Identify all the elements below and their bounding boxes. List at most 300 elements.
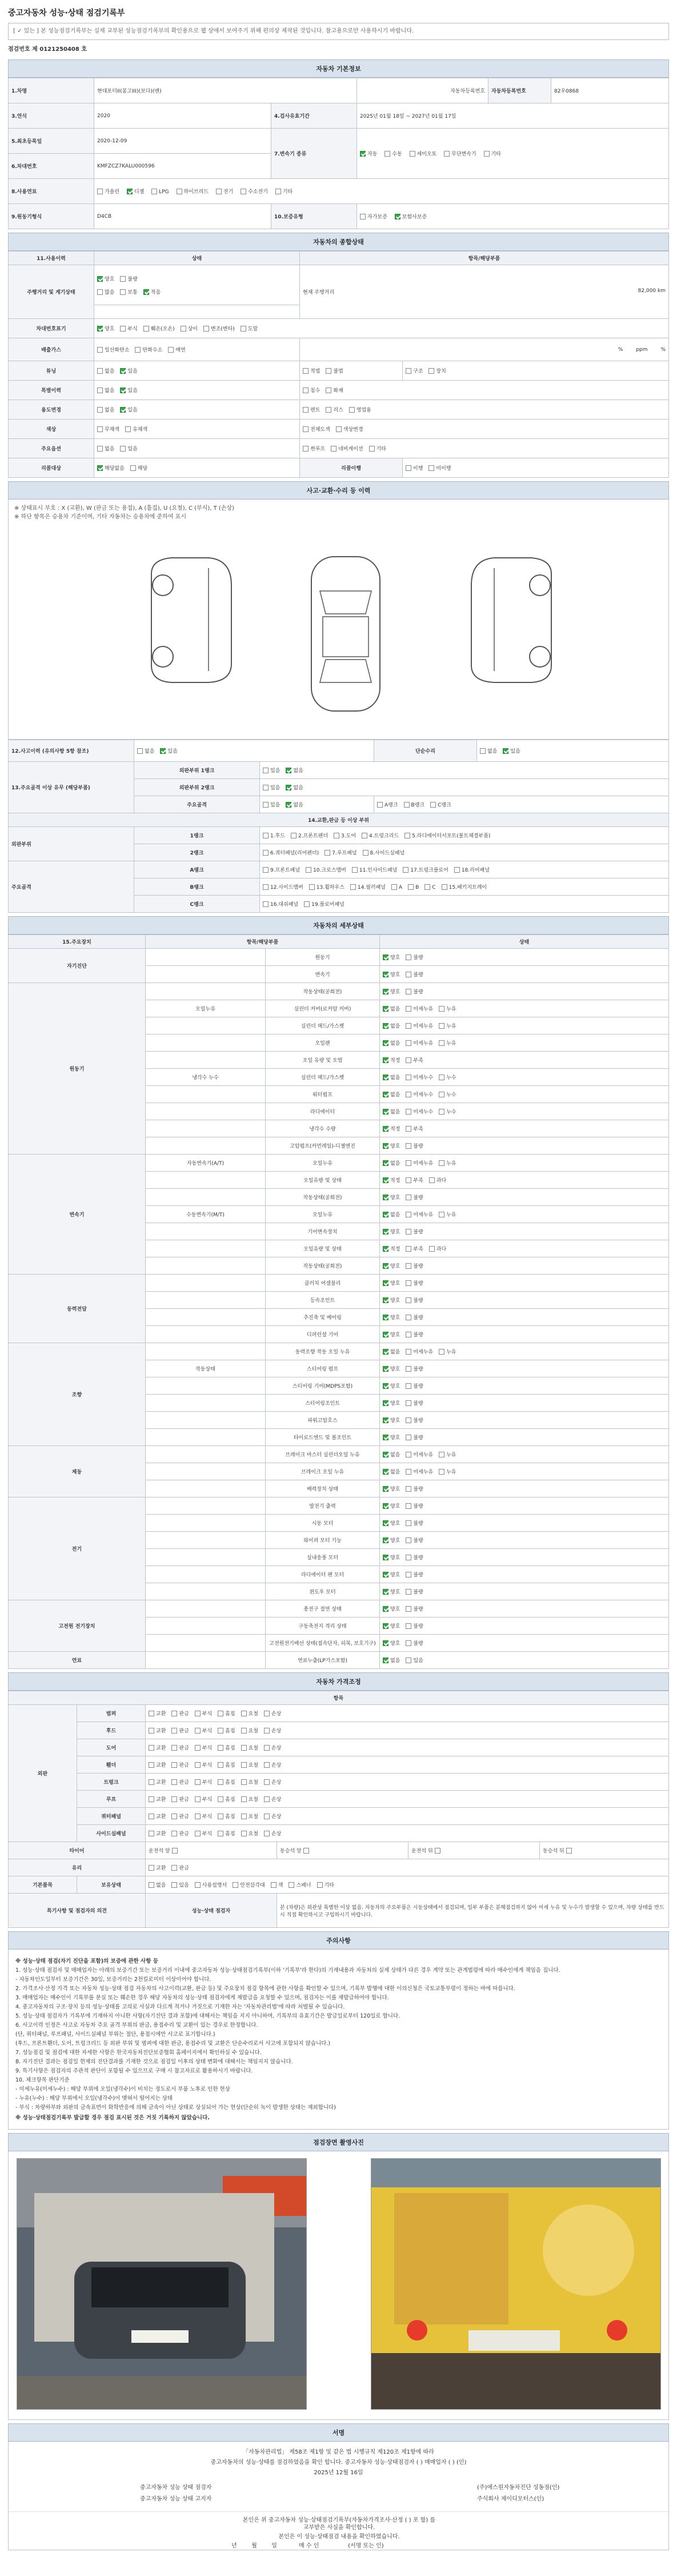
label-first-reg: 5.최초등록일	[9, 129, 94, 154]
detail-row: 스티어링 기어(MDPS포함) 양호 불량	[9, 1377, 669, 1395]
checkbox[interactable]	[218, 1796, 223, 1802]
checkbox[interactable]	[383, 1572, 388, 1577]
detail-group: 고전원 전기장치	[9, 1600, 146, 1652]
checkbox[interactable]	[195, 1779, 201, 1785]
checkbox[interactable]	[171, 1865, 177, 1871]
checkbox[interactable]	[383, 1143, 388, 1149]
checkbox[interactable]	[171, 1796, 177, 1802]
checkbox[interactable]	[424, 884, 430, 890]
checkbox[interactable]	[383, 1160, 388, 1166]
checkbox[interactable]	[406, 1057, 411, 1063]
checkbox[interactable]	[149, 1762, 154, 1768]
detail-row: 조향 동력조향 작동 오일 누유 없음 미세누유 누유	[9, 1343, 669, 1360]
checkbox[interactable]	[383, 1435, 388, 1440]
detail-row: 브레이크 오일 누유 없음 미세누유 누유	[9, 1463, 669, 1480]
checkbox[interactable]	[439, 1092, 444, 1097]
checkbox[interactable]	[406, 1040, 411, 1046]
section-sign: 서명	[8, 2423, 669, 2442]
detail-row: 작동상태 스티어링 펌프 양호 불량	[9, 1360, 669, 1377]
checkbox[interactable]	[149, 1831, 154, 1836]
label-warranty: 10.보증유형	[271, 204, 357, 229]
detail-row: 동력전달 클러치 어셈블리 양호 불량	[9, 1275, 669, 1292]
checkbox[interactable]	[309, 884, 315, 890]
checkbox[interactable]	[218, 1762, 223, 1768]
note-item: (후드, 프론트휀더, 도어, 트렁크리드 등 외판 부위 및 범퍼에 대한 판금, 용접수리 및 교환은 단순수리로서 사고에 포함되지 않습니다.)	[15, 2040, 331, 2047]
detail-row: 파워고압호스 양호 불량	[9, 1412, 669, 1429]
checkbox[interactable]	[171, 1745, 177, 1751]
checkbox[interactable]	[304, 901, 310, 907]
checkbox[interactable]	[406, 1075, 411, 1080]
checkbox[interactable]	[383, 1486, 388, 1492]
checkbox[interactable]	[383, 1417, 388, 1423]
checkbox[interactable]	[195, 1882, 201, 1888]
photo-area	[8, 2151, 669, 2420]
detail-group: 동력전달	[9, 1275, 146, 1343]
detail-row: 변속기 양호 불량	[9, 966, 669, 983]
checkbox[interactable]	[439, 1109, 444, 1115]
fuel-options: 가솔린 디젤 LPG 하이브리드 전기 수소전기 기타	[94, 179, 669, 204]
price-row: 도어 교환 판금 부식 흠집 요철 손상	[9, 1739, 669, 1756]
checkbox[interactable]	[383, 1537, 388, 1543]
checkbox[interactable]	[406, 1383, 411, 1389]
checkbox[interactable]	[264, 1814, 270, 1819]
checkbox[interactable]	[406, 1006, 411, 1012]
checkbox[interactable]	[383, 1400, 388, 1406]
checkbox[interactable]	[406, 1109, 411, 1115]
checkbox[interactable]	[383, 954, 388, 960]
checkbox[interactable]	[406, 1606, 411, 1612]
checkbox[interactable]	[439, 1160, 444, 1166]
checkbox[interactable]	[383, 1075, 388, 1080]
checkbox[interactable]	[383, 1126, 388, 1132]
checkbox[interactable]	[171, 1882, 177, 1888]
checkbox[interactable]	[362, 833, 367, 838]
detail-row: 윈도우 모터 양호 불량	[9, 1583, 669, 1600]
checkbox[interactable]	[383, 1177, 388, 1183]
checkbox[interactable]	[241, 1762, 247, 1768]
detail-row: 자기진단 원동기 양호 불량	[9, 949, 669, 966]
checkbox[interactable]	[149, 1779, 154, 1785]
label-transmission: 7.변속기 종류	[271, 129, 357, 179]
checkbox[interactable]	[289, 1882, 294, 1888]
checkbox[interactable]	[439, 1075, 444, 1080]
detail-row: 구동축전지 격리 상태 양호 불량	[9, 1618, 669, 1635]
checkbox[interactable]	[149, 1711, 154, 1716]
checkbox[interactable]	[435, 1848, 440, 1854]
note-item: 1. 성능·상태 점검자 및 매매업자는 아래의 보증기간 또는 보증거리 이내에 중고자동차 성능·상태점검기록부(이하 '기록부'라 한다)의 기재내용과 자동차의 실제 상태가 다른 경우 계약 또는 관계법령에 따라 매수인에게 책임을 집니다.	[15, 1967, 560, 1974]
detail-row: 작동상태(공회전) 양호 불량	[9, 1189, 669, 1206]
checkbox[interactable]	[383, 1263, 388, 1269]
checkbox[interactable]	[195, 1796, 201, 1802]
checkbox[interactable]	[406, 1520, 411, 1526]
checkbox[interactable]	[149, 1728, 154, 1734]
checkbox[interactable]	[406, 1280, 411, 1286]
detail-row: 워터펌프 없음 미세누수 누수	[9, 1086, 669, 1103]
checkbox[interactable]	[383, 1589, 388, 1595]
checkbox[interactable]	[383, 1212, 388, 1217]
detail-row: 오일유량 및 상태 적정 부족 과다	[9, 1172, 669, 1189]
detail-row: 냉각수 누수 실린더 헤드/가스켓 없음 미세누수 누수	[9, 1069, 669, 1086]
checkbox[interactable]	[454, 867, 460, 873]
checkbox[interactable]	[195, 1711, 201, 1716]
detail-group: 제동	[9, 1446, 146, 1497]
checkbox[interactable]	[241, 1831, 247, 1836]
rankA-items: 9.프론트패널 10.크로스멤버 11.인사이드패널 17.트렁크플로어 18.리어패널	[260, 861, 669, 878]
checkbox[interactable]	[271, 1882, 277, 1888]
checkbox[interactable]	[383, 1606, 388, 1612]
detail-row: 라디에이터 없음 미세누수 누수	[9, 1103, 669, 1120]
label-valid: 4.검사유효기간	[271, 103, 357, 129]
checkbox-semi[interactable]	[410, 151, 415, 157]
note-item: 7. 성능점검 및 점검에 대한 자세한 사항은 한국자동차진단보증협회 홈페이지에서 확인하실 수 있습니다.	[15, 2050, 262, 2056]
checkbox[interactable]	[442, 884, 447, 890]
checkbox[interactable]	[171, 1762, 177, 1768]
checkbox-cvt[interactable]	[444, 151, 450, 157]
checkbox[interactable]	[218, 1711, 223, 1716]
checkbox[interactable]	[383, 1658, 388, 1663]
checkbox[interactable]	[439, 1349, 444, 1355]
checkbox[interactable]	[303, 1848, 309, 1854]
checkbox[interactable]	[171, 1831, 177, 1836]
price-row: 사이드실패널 교환 판금 부식 흠집 요철 손상	[9, 1825, 669, 1842]
checkbox[interactable]	[406, 1589, 411, 1595]
checkbox[interactable]	[383, 1246, 388, 1252]
note-item: 9. 특기사항은 점검자의 주관적 판단이 포함될 수 있으므로 구매 시 참고자료로 활용하시기 바랍니다.	[15, 2068, 253, 2074]
checkbox[interactable]	[350, 884, 356, 890]
checkbox[interactable]	[406, 1452, 411, 1457]
detail-row: 수동변속기(M/T) 오일누유 없음 미세누유 누유	[9, 1206, 669, 1223]
notes-box: ※ 성능·상태 점검(자기 진단을 포함)의 보증에 관한 사항 등 1. 성능·상태 점검자 및 매매업자는 아래의 보증기간 또는 보증거리 이내에 중고자동차 성능·상태점검기록부(이하 '기록부'라 한다)의 기재내용과 자동차의 실제 상태가 다른 경우 계약 또는 관계법령에 따라 매수인에게 책임을 집니다. - 자동차인도일부터 보증기간은 30일, 보증거리는 2천킬로미터 이상이어야 합니다. 2. 가격조사·산정 가격 또는 자동차 성능·상태 점검 자동차의 사고이력(교환, 판금 등) 및 주요장치 점검 항목에 관한 사항을 확인할 수 있으며, 기록부 발행에 대한 이의신청은 국토교통부령이 정하는 바에 따릅니다. 3. 매매업자는 매수인이 기록부를 분실 또는 훼손한 경우 해당 자동차의 성능·상태 점검자에게 재발급을 요청할 수 있으며, 점검자는 이를 재발급하여야 합니다. 4. 중고자동차의 구조·장치 등의 성능·상태를 고의로 사실과 다르게 적거나 거짓으로 기재한 자는 '자동차관리법'에 따라 처벌될 수 있습니다. 5. 성능·상태 점검자가 기록부에 기재하지 아니한 사항(자기진단 결과 포함)에 대해서는 책임을 지지 아니하며, 기록부의 유효기간은 발급일로부터 120일로 합니다. 6. 사고이력 인정은 사고로 자동차 주요 골격 부위의 판금, 용접수리 및 교환이 있는 경우로 한정합니다. (단, 쿼터패널, 루프패널, 사이드실패널 부위는 절단, 용접시에만 사고로 표기합니다.) (후드, 프론트휀더, 도어, 트렁크리드 등 외판 부위 및 범퍼에 대한 판금, 용접수리 및 교환은 단순수리로서 사고에 포함되지 않습니다.) 7. 성능점검 및 점검에 대한 자세한 사항은 한국자동차진단보증협회 홈페이지에서 확인하실 수 있습니다. 8. 자기진단 결과는 점검일 현재의 진단결과를 기재한 것으로 점검일 이후의 상태 변화에 대해서는 책임지지 않습니다. 9. 특기사항은 점검자의 주관적 판단이 포함될 수 있으므로 구매 시 참고자료로 활용하시기 바랍니다. 10. 체크항목 판단기준 - 미세누유(미세누수) : 해당 부위에 오일(냉각수)이 비치는 정도로서 부품 노후로 인한 현상 - 누유(누수) : 해당 부위에서 오일(냉각수)이 맺혀서 떨어지는 상태 - 부식 : 차량하부와 외판의 금속표면이 화학반응에 의해 금속이 아닌 상태로 상실되어 가는 현상(단순히 녹이 발생한 상태는 제외합니다) ※ 성능·상태점검기록부 발급할 경우 점검 표시된 것은 거짓 기록하지 않았습니다.	[8, 1950, 669, 2130]
checkbox[interactable]	[406, 1315, 411, 1320]
note-heading: ※ 성능·상태점검기록부 발급할 경우 점검 표시된 것은 거짓 기록하지 않았습니다.	[15, 2115, 210, 2121]
checkbox[interactable]	[241, 1728, 247, 1734]
detail-row: 고전원전기배선 상태(접속단자, 피복, 보호기구) 양호 불량	[9, 1635, 669, 1652]
label-year: 3.연식	[9, 103, 94, 129]
checkbox[interactable]	[383, 1349, 388, 1355]
checkbox[interactable]	[171, 1814, 177, 1819]
detail-row: 고전원 전기장치 충전구 절연 상태 양호 불량	[9, 1600, 669, 1618]
detail-group: 변속기	[9, 1155, 146, 1275]
checkbox[interactable]	[383, 1452, 388, 1457]
checkbox[interactable]	[383, 1280, 388, 1286]
checkbox[interactable]	[406, 1537, 411, 1543]
checkbox[interactable]	[406, 1640, 411, 1646]
checkbox[interactable]	[406, 989, 411, 995]
note-item: - 누유(누수) : 해당 부위에서 오일(냉각수)이 맺혀서 떨어지는 상태	[15, 2095, 173, 2102]
value-vin: KMFZCZ7KALU000596	[94, 154, 271, 179]
checkbox[interactable]	[241, 1745, 247, 1751]
detail-row: 고압펌프(커먼레일)-디젤엔진 양호 불량	[9, 1137, 669, 1155]
rear-photo	[371, 2158, 661, 2410]
price-table: 항목 외판 범퍼 교환 판금 부식 흠집 요철 손상 후드 교환 판금 부식 흠집 요철 손상 도어 교환 판금 부식 흠집 요철 손상 휀더 교환 판금 부식 흠집 요철 손상 트렁크 교환 판금 부식 흠집 요철 손상 루프 교환 판금 부식 흠집 요철 손상 쿼터패널 교환 판금 부식 흠집 요철 손상 사이드실패널 교환 판금 부식 흠집 요철 손상 타이어 운전석 앞 동승석 앞 운전석 뒤 동승석 뒤 유리 교환 판금 기본품목 보유상태 없음 있음 사용설명서 안전삼각대 잭 스패너 기타 특기사항 및 점검자의 의견 성능·상태 점검자 본 (차량)은 외관상 특별한 이상 없음. 자동차의 주요부품은 시동상태에서 점검되며, 일부 부품은 분해점검하지 않아 미세 누유 및 누수가 발생할 수 있으며, 차량 상태를 반드시 직접 확인하시고 구입하시기 바랍니다.	[8, 1691, 669, 1928]
checkbox[interactable]	[363, 850, 368, 856]
rankB-items: 12.사이드멤버 13.휠하우스 14.필러패널 A B C 15.패키지트레이	[260, 878, 669, 896]
checkbox[interactable]	[406, 1297, 411, 1303]
page-title: 중고자동차 성능·상태 점검기록부	[8, 9, 125, 18]
checkbox[interactable]	[306, 867, 311, 873]
checkbox[interactable]	[406, 954, 411, 960]
checkbox[interactable]	[383, 1297, 388, 1303]
warranty-options: 자가보증 보험사보증	[357, 204, 669, 229]
checkbox[interactable]	[325, 850, 330, 856]
checkbox[interactable]	[406, 1572, 411, 1577]
note-item: - 부식 : 차량하부와 외판의 금속표면이 화학반응에 의해 금속이 아닌 상태로 상실되어 가는 현상(단순히 녹이 발생한 상태는 제외합니다)	[15, 2104, 336, 2111]
checkbox[interactable]	[383, 989, 388, 995]
checkbox[interactable]	[429, 1177, 435, 1183]
detail-row: 제동 브레이크 마스터 실린더오일 누유 없음 미세누유 누유	[9, 1446, 669, 1463]
checkbox[interactable]	[406, 1160, 411, 1166]
checkbox[interactable]	[218, 1728, 223, 1734]
checkbox[interactable]	[406, 1263, 411, 1269]
checkbox[interactable]	[383, 1366, 388, 1372]
checkbox[interactable]	[264, 1831, 270, 1836]
checkbox[interactable]	[439, 1006, 444, 1012]
checkbox[interactable]	[406, 1229, 411, 1235]
value-engine: D4CB	[94, 204, 271, 229]
checkbox[interactable]	[406, 1246, 411, 1252]
checkbox[interactable]	[264, 1779, 270, 1785]
checkbox[interactable]	[406, 1486, 411, 1492]
checkbox[interactable]	[264, 1796, 270, 1802]
note-item: 3. 매매업자는 매수인이 기록부를 분실 또는 훼손한 경우 해당 자동차의 성능·상태 점검자에게 재발급을 요청할 수 있으며, 점검자는 이를 재발급하여야 합니다.	[15, 1995, 389, 2001]
checkbox[interactable]	[263, 867, 269, 873]
note-item: 2. 가격조사·산정 가격 또는 자동차 성능·상태 점검 자동차의 사고이력(교환, 판금 등) 및 주요장치 점검 항목에 관한 사항을 확인할 수 있으며, 기록부 발행에 대한 이의신청은 국토교통부령이 정하는 바에 따릅니다.	[15, 1986, 515, 1992]
checkbox[interactable]	[263, 833, 269, 838]
section-photos: 점검장면 촬영사진	[8, 2133, 669, 2151]
label-model: 1.차명	[9, 78, 94, 103]
signature-area: 「자동차관리법」 제58조 제1항 및 같은 법 시행규칙 제120조 제1항에 따라 중고자동차의 성능·상태를 점검하였음을 확인 합니다. 중고자동차 성능·상태점검자 ( ) 매매업자 ( ) (인) 2025년 12월 16일 중고자동차 성능 상태 점검자 (주)에스원자동차진단 성동점(인) 중고자동차 성능 상태 고지자 주식회사 제이디모터스(인) 본인은 위 중고자동차 성능·상태점검기록부(자동차가격조사·산정 ( ) 포 함) 를 교부받은 사실을 확인합니다. 본인은 이 성능·상태점검 내용을 확인하였습니다. 년 월 일 매 수 인 (서명 또는 인)	[8, 2442, 669, 2550]
checkbox[interactable]	[334, 833, 339, 838]
transmission-options: 자동 수동 세미오토 무단변속기 기타	[357, 129, 669, 179]
detail-table: 15.주요장치 항목/해당부품 상태 자기진단 원동기 양호 불량 변속기 양호 불량 원동기 작동상태(공회전) 양호 불량 오일누유 실린더 커버(로커암 커버) 없음 미세누유 누유 실린더 헤드/가스켓 없음 미세누유 누유 오일팬 없음 미세누유 누유 오일 유량 및 오염 적정 부족 냉각수 누수 실린더 헤드/가스켓 없음 미세누수 누수 워터펌프 없음 미세누수 누수 라디에이터 없음 미세누수 누수 냉각수 수량 적정 부족 고압펌프(커먼레일)-디젤엔진 양호 불량 변속기 자동변속기(A/T) 오일누유 없음 미세누유 누유 오일유량 및 상태 적정 부족 과다 작동상태(공회전) 양호 불량 수동변속기(M/T) 오일누유 없음 미세누유 누유 기어변속장치 양호 불량 오일유량 및 상태 적정 부족 과다 작동상태(공회전) 양호 불량 동력전달 클러치 어셈블리 양호 불량 등속조인트 양호 불량 추진축 및 베어링 양호 불량 디퍼런셜 기어 양호 불량 조향 동력조향 작동 오일 누유 없음 미세누유 누유 작동상태 스티어링 펌프 양호 불량 스티어링 기어(MDPS포함) 양호 불량 스티어링조인트 양호 불량 파워고압호스 양호 불량 타이로드엔드 및 볼조인트 양호 불량 제동 브레이크 마스터 실린더오일 누유 없음 미세누유 누유 브레이크 오일 누유 없음 미세누유 누유 배력장치 상태 양호 불량 전기 발전기 출력 양호 불량 시동 모터 양호 불량 와이퍼 모터 기능 양호 불량 실내송풍 모터 양호 불량 라디에이터 팬 모터 양호 불량 윈도우 모터 양호 불량 고전원 전기장치 충전구 절연 상태 양호 불량 구동축전지 격리 상태 양호 불량 고전원전기배선 상태(접속단자, 피복, 보호기구) 양호 불량 연료 연료누출(LP가스포함) 없음 있음	[8, 934, 669, 1669]
checkbox[interactable]	[383, 1092, 388, 1097]
detail-row: 변속기 자동변속기(A/T) 오일누유 없음 미세누유 누유	[9, 1155, 669, 1172]
certificate-number: 점검번호 제 0121250408 호	[8, 46, 87, 53]
checkbox[interactable]	[406, 1092, 411, 1097]
checkbox[interactable]	[406, 1126, 411, 1132]
checkbox[interactable]	[383, 1006, 388, 1012]
checkbox[interactable]	[149, 1745, 154, 1751]
checkbox[interactable]	[406, 972, 411, 977]
car-right-icon	[460, 551, 563, 688]
detail-row: 오일팬 없음 미세누유 누유	[9, 1035, 669, 1052]
checkbox[interactable]	[406, 1400, 411, 1406]
detail-row: 오일 유량 및 오염 적정 부족	[9, 1052, 669, 1069]
car-left-icon	[140, 551, 243, 688]
checkbox[interactable]	[383, 1623, 388, 1629]
checkbox[interactable]	[439, 1023, 444, 1029]
checkbox[interactable]	[195, 1831, 201, 1836]
value-first-reg: 2020-12-09	[94, 129, 271, 154]
note-item: - 미세누유(미세누수) : 해당 부위에 오일(냉각수)이 비치는 정도로서 부품 노후로 인한 현상	[15, 2086, 230, 2092]
checkbox[interactable]	[406, 1658, 411, 1663]
checkbox[interactable]	[383, 1315, 388, 1320]
checkbox[interactable]	[195, 1728, 201, 1734]
checkbox[interactable]	[218, 1814, 223, 1819]
detail-group: 연료	[9, 1652, 146, 1669]
checkbox[interactable]	[195, 1745, 201, 1751]
checkbox[interactable]	[172, 1848, 178, 1854]
checkbox[interactable]	[383, 1332, 388, 1337]
checkbox[interactable]	[383, 1195, 388, 1200]
checkbox[interactable]	[241, 1814, 247, 1819]
checkbox[interactable]	[383, 1023, 388, 1029]
checkbox[interactable]	[149, 1814, 154, 1819]
checkbox[interactable]	[408, 884, 414, 890]
detail-row: 오일누유 실린더 커버(로커암 커버) 없음 미세누유 누유	[9, 1000, 669, 1017]
note-item: 8. 자기진단 결과는 점검일 현재의 진단결과를 기재한 것으로 점검일 이후의 상태 변화에 대해서는 책임지지 않습니다.	[15, 2059, 293, 2065]
checkbox[interactable]	[383, 972, 388, 977]
checkbox[interactable]	[439, 1040, 444, 1046]
checkbox[interactable]	[171, 1779, 177, 1785]
checkbox[interactable]	[218, 1831, 223, 1836]
detail-group: 원동기	[9, 983, 146, 1155]
section-detail: 자동차의 세부상태	[8, 916, 669, 934]
section-price: 자동차 가격조정	[8, 1672, 669, 1691]
detail-row: 디퍼런셜 기어 양호 불량	[9, 1326, 669, 1343]
checkbox[interactable]	[383, 1520, 388, 1526]
checkbox[interactable]	[406, 1503, 411, 1509]
checkbox[interactable]	[352, 867, 358, 873]
value-valid: 2025년 01월 18일 ~ 2027년 01월 17일	[357, 103, 669, 129]
note-item: (단, 쿼터패널, 루프패널, 사이드실패널 부위는 절단, 용접시에만 사고로 표기합니다.)	[15, 2031, 215, 2038]
label-reg-number: 자동차등록번호	[488, 78, 551, 103]
checkbox[interactable]	[383, 1057, 388, 1063]
detail-row: 실내송풍 모터 양호 불량	[9, 1549, 669, 1566]
checkbox[interactable]	[263, 884, 269, 890]
checkbox[interactable]	[171, 1711, 177, 1716]
note-item: 10. 체크항목 판단기준	[15, 2077, 70, 2083]
checkbox[interactable]	[149, 1865, 154, 1871]
checkbox[interactable]	[291, 833, 297, 838]
detail-row: 스티어링조인트 양호 불량	[9, 1395, 669, 1412]
rank1-items: 1.후드 2.프론트펜더 3.도어 4.트렁크리드 5.라디에이터서포트(볼트체결부품)	[260, 827, 669, 844]
checkbox[interactable]	[383, 1503, 388, 1509]
section-basic-info: 자동차 기본정보	[8, 59, 669, 78]
checkbox[interactable]	[171, 1728, 177, 1734]
note-item: 5. 성능·상태 점검자가 기록부에 기재하지 아니한 사항(자기진단 결과 포함)에 대해서는 책임을 지지 아니하며, 기록부의 유효기간은 발급일로부터 120일로 합니다.	[15, 2013, 400, 2019]
checkbox[interactable]	[149, 1796, 154, 1802]
detail-group: 자기진단	[9, 949, 146, 983]
checkbox[interactable]	[406, 1212, 411, 1217]
checkbox[interactable]	[406, 1023, 411, 1029]
checkbox[interactable]	[406, 1143, 411, 1149]
checkbox[interactable]	[264, 1745, 270, 1751]
section-special: 주의사항	[8, 1931, 669, 1950]
detail-row: 라디에이터 팬 모터 양호 불량	[9, 1566, 669, 1583]
checkbox[interactable]	[403, 867, 408, 873]
checkbox-manual[interactable]	[384, 151, 390, 157]
detail-row: 전기 발전기 출력 양호 불량	[9, 1497, 669, 1515]
price-row: 쿼터패널 교환 판금 부식 흠집 요철 손상	[9, 1808, 669, 1825]
label-engine: 9.원동기형식	[9, 204, 94, 229]
front-photo	[17, 2158, 307, 2410]
price-row: 후드 교환 판금 부식 흠집 요철 손상	[9, 1722, 669, 1739]
checkbox[interactable]	[406, 1555, 411, 1560]
accident-table: 12.사고이력 (유의사항 5항 참조) 없음 있음 단순수리 없음 있음 13.주요골격 이상 유무 (해당부품) 외판부위 1랭크 있음 없음 외판부위 2랭크 있음 없음 주요골격 있음 없음 A랭크 B랭크 C랭크 14.교환,판금 등 이상 부위 외판부위 1랭크 1.후드 2.프론트펜더 3.도어 4.트렁크리드 5.라디에이터서포트(볼트체결부품) 2랭크 6.쿼터패널(리어펜더) 7.루프패널 8.사이드실패널 주요골격 A랭크 9.프론트패널 10.크로스멤버 11.인사이드패널 17.트렁크플로어 18.리어패널 B랭크 12.사이드멤버 13.휠하우스 14.필러패널 A B C 15.패키지트레이 C랭크 16.대쉬패널 19.플로어패널	[8, 740, 669, 913]
checkbox[interactable]	[195, 1762, 201, 1768]
detail-row: 연료 연료누출(LP가스포함) 없음 있음	[9, 1652, 669, 1669]
checkbox[interactable]	[383, 1229, 388, 1235]
checkbox[interactable]	[406, 1195, 411, 1200]
checkbox[interactable]	[383, 1383, 388, 1389]
checkbox[interactable]	[241, 1779, 247, 1785]
basic-info-table	[8, 78, 669, 229]
checkbox[interactable]	[406, 1623, 411, 1629]
rankC-items: 16.대쉬패널 19.플로어패널	[260, 896, 669, 913]
price-row: 트렁크 교환 판금 부식 흠집 요철 손상	[9, 1774, 669, 1791]
checkbox[interactable]	[406, 1349, 411, 1355]
checkbox-etc[interactable]	[484, 151, 490, 157]
label-fuel: 8.사용연료	[9, 179, 94, 204]
checkbox[interactable]	[241, 1711, 247, 1716]
checkbox[interactable]	[383, 1555, 388, 1560]
detail-row: 기어변속장치 양호 불량	[9, 1223, 669, 1240]
checkbox[interactable]	[264, 1762, 270, 1768]
detail-row: 추진축 및 베어링 양호 불량	[9, 1309, 669, 1326]
checkbox[interactable]	[264, 1711, 270, 1716]
label-vin: 6.차대번호	[9, 154, 94, 179]
notice-box: [ ✓ 있는 ] 본 성능점검기록부는 실제 교부된 성능점검기록부의 확인용으로 웹 상에서 보여주기 위해 편의상 제작된 것입니다. 참고용으로만 사용하시기 바랍니다.	[8, 23, 669, 40]
checkbox[interactable]	[264, 1728, 270, 1734]
checkbox-auto[interactable]	[360, 151, 366, 157]
car-diagram: ※ 상태표시 부호 : X (교환), W (판금 또는 용접), A (흠집), U (요철), C (부식), T (손상) ※ 하단 항목은 승용차 기준이며, 기타 자동차는 승용차에 준하여 표시	[8, 500, 669, 740]
checkbox[interactable]	[391, 884, 397, 890]
checkbox[interactable]	[263, 901, 269, 907]
checkbox[interactable]	[406, 1435, 411, 1440]
checkbox[interactable]	[439, 1212, 444, 1217]
general-table: 11.사용이력 상태 항목/해당부품 주행거리 및 계기상태 양호 불량 많음 보통 적음 현재 주행거리 82,000 km 차대번호표기 양호 부식 훼손(오손) 상이 변조(변타) 도말 배출가스 일산화탄소 탄화수소 매연 % ppm % 튜닝 없음 있음 적법 불법 구조 장치 특별이력 없음 있음 침수 화재 용도변경 없음 있음 렌트 리스 영업용 색상 무채색 유채색 전체도색 색상변경 주요옵션 없음 있음 썬루프 네비게이션 기타 리콜대상 해당없음 해당 리콜이행 이행 미이행	[8, 251, 669, 478]
checkbox[interactable]	[439, 1469, 444, 1475]
detail-row: 배력장치 상태 양호 불량	[9, 1480, 669, 1497]
rank2-items: 6.쿼터패널(리어펜더) 7.루프패널 8.사이드실패널	[260, 844, 669, 861]
checkbox[interactable]	[404, 833, 410, 838]
detail-group: 조향	[9, 1343, 146, 1446]
checkbox[interactable]	[383, 1109, 388, 1115]
checkbox[interactable]	[383, 1469, 388, 1475]
checkbox[interactable]	[317, 1882, 323, 1888]
value-reg: 82우0868	[551, 78, 669, 103]
price-row: 외판 범퍼 교환 판금 부식 흠집 요철 손상	[9, 1705, 669, 1722]
checkbox[interactable]	[218, 1779, 223, 1785]
section-accident: 사고·교환·수리 등 이력	[8, 481, 669, 500]
checkbox[interactable]	[218, 1745, 223, 1751]
checkbox[interactable]	[406, 1332, 411, 1337]
checkbox[interactable]	[195, 1814, 201, 1819]
checkbox[interactable]	[233, 1882, 238, 1888]
detail-row: 타이로드엔드 및 볼조인트 양호 불량	[9, 1429, 669, 1446]
price-row: 휀더 교환 판금 부식 흠집 요철 손상	[9, 1756, 669, 1774]
value-year: 2020	[94, 103, 271, 129]
checkbox[interactable]	[406, 1417, 411, 1423]
checkbox[interactable]	[406, 1469, 411, 1475]
label-reg: 자동차등록번호	[357, 78, 488, 103]
checkbox[interactable]	[263, 850, 269, 856]
checkbox[interactable]	[383, 1040, 388, 1046]
checkbox[interactable]	[383, 1640, 388, 1646]
checkbox[interactable]	[406, 1177, 411, 1183]
checkbox[interactable]	[149, 1882, 154, 1888]
car-top-icon	[294, 551, 397, 717]
checkbox[interactable]	[241, 1796, 247, 1802]
checkbox[interactable]	[566, 1848, 572, 1854]
detail-row: 작동상태(공회전) 양호 불량	[9, 1257, 669, 1275]
checkbox[interactable]	[406, 1366, 411, 1372]
report-page	[8, 0, 669, 2550]
checkbox[interactable]	[429, 1246, 435, 1252]
detail-row: 냉각수 수량 적정 부족	[9, 1120, 669, 1137]
checkbox[interactable]	[439, 1452, 444, 1457]
